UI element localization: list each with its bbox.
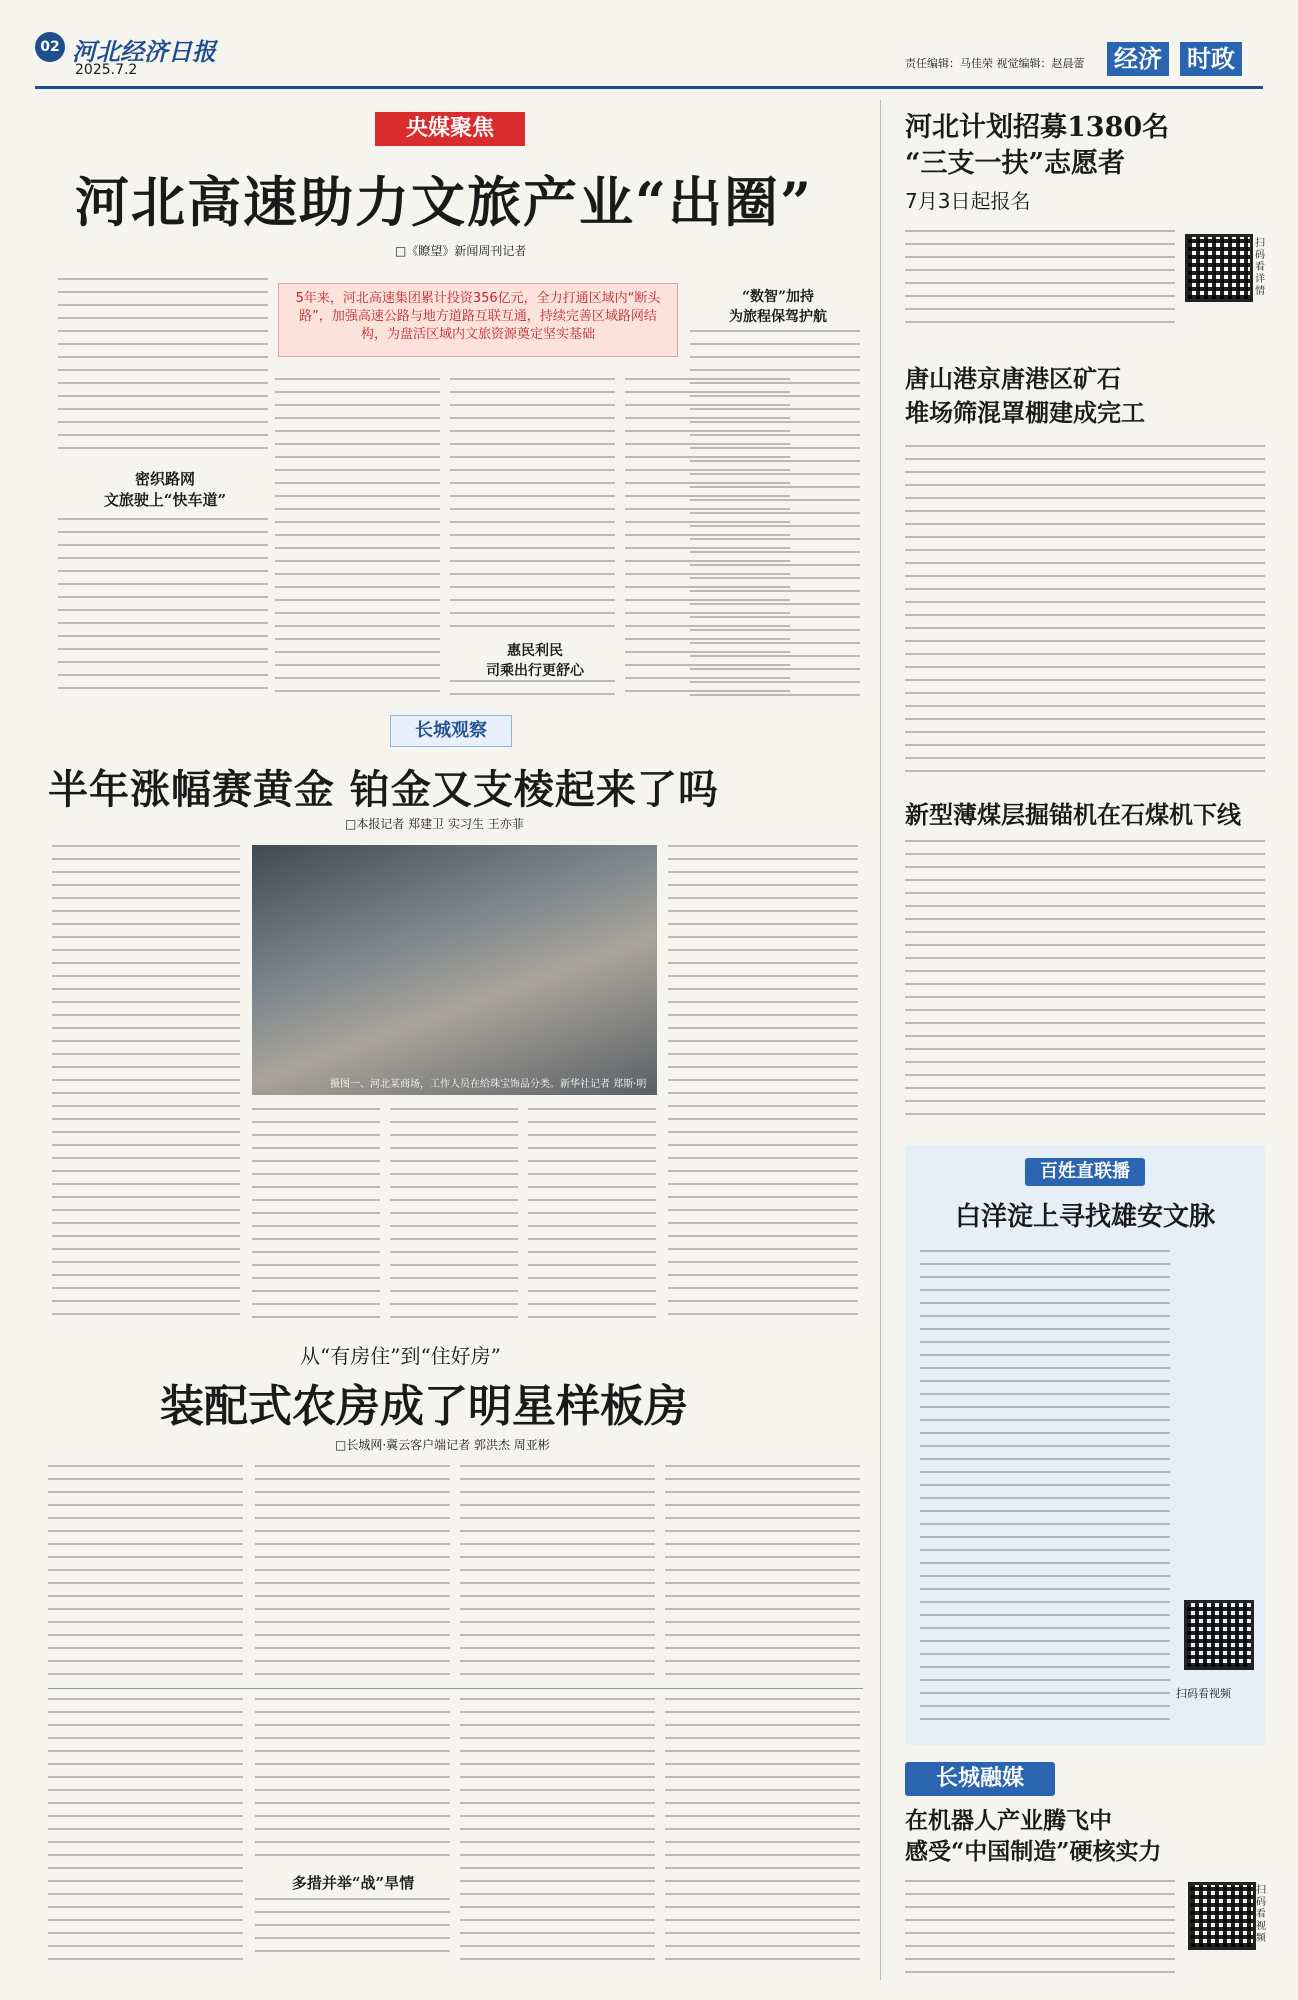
section-tag-politics: 时政: [1180, 42, 1242, 76]
right-story-4-headline: 白洋淀上寻找雄安文脉: [954, 1202, 1215, 1232]
lead-headline: 河北高速助力文旅产业“出圈”: [75, 170, 814, 234]
lead-body-col-1b: [58, 518, 268, 696]
issue-date: 2025.7.2: [75, 62, 138, 78]
lead-body-col-2: [275, 378, 440, 696]
right-story-1-qr[interactable]: [1185, 234, 1253, 302]
right-story-2-headline: 唐山港京唐港区矿石 堆场筛混罩棚建成完工: [905, 364, 1145, 427]
right-column-divider: [880, 100, 881, 1980]
lead-body-col-5: [690, 330, 860, 696]
masthead: [0, 0, 1298, 95]
prefab-body-col-2: [255, 1465, 450, 1680]
bottom-body-col-1: [48, 1698, 243, 1963]
paper-name: 河北经济日报: [72, 37, 216, 66]
right-story-3-body: [905, 840, 1265, 1120]
lead-tag: 央媒聚焦: [375, 112, 525, 146]
prefab-byline: □长城网·冀云客户端记者 郭洪杰 周亚彬: [335, 1438, 550, 1452]
right-story-1-qr-label: 扫码看详情: [1255, 238, 1265, 297]
lead-byline: □《瞭望》新闻周刊记者: [395, 244, 527, 258]
section-tag-economy: 经济: [1107, 42, 1169, 76]
bottom-body-col-2: [255, 1698, 450, 1863]
lead-subhead-2: 惠民利民 司乘出行更舒心: [486, 643, 584, 679]
right-story-1-headline: 河北计划招募1380名 “三支一扶”志愿者: [905, 112, 1170, 179]
right-story-5-qr-label: 扫码看视频: [1256, 1885, 1266, 1944]
right-story-5-headline: 在机器人产业腾飞中 感受“中国制造”硬核实力: [905, 1807, 1162, 1865]
lead-subhead-3: “数智”加持 为旅程保驾护航: [729, 289, 827, 325]
bottom-rule: [48, 1688, 863, 1689]
right-story-4-body: [920, 1250, 1170, 1730]
prefab-body-col-4: [665, 1465, 860, 1680]
right-story-4-qr-label: 扫码看视频: [1176, 1687, 1231, 1700]
lead-subhead-1: 密织路网 文旅驶上“快车道”: [103, 470, 227, 509]
prefab-kicker: 从“有房住”到“住好房”: [300, 1344, 501, 1368]
masthead-rule: [35, 86, 1263, 89]
metal-body-col-3: [390, 1108, 518, 1323]
metal-headline: 半年涨幅赛黄金 铂金又支棱起来了吗: [48, 766, 719, 813]
lead-body-col-3: [450, 378, 615, 636]
bottom-body-col-2b: [255, 1898, 450, 1963]
lead-callout: 5年来，河北高速集团累计投资356亿元，全力打通区域内“断头路”，加强高速公路与地方道路互联互通，持续完善区域路网结构，为盘活区域内文旅资源奠定坚实基础: [278, 283, 678, 357]
lead-body-col-3b: [450, 680, 615, 696]
right-story-1-sub: 7月3日起报名: [905, 189, 1031, 213]
right-story-5-tag: 长城融媒: [905, 1762, 1055, 1796]
right-story-4-qr[interactable]: [1184, 1600, 1254, 1670]
metal-byline: □本报记者 郑建卫 实习生 王亦菲: [345, 817, 524, 831]
metal-body-col-5: [668, 845, 858, 1323]
bottom-body-col-3: [460, 1698, 655, 1963]
metal-tag: 长城观察: [390, 715, 512, 747]
right-story-5-body: [905, 1880, 1175, 1980]
bottom-subhead: 多措并举“战”旱情: [291, 1874, 415, 1892]
bottom-body-col-4: [665, 1698, 860, 1963]
editors-line: 责任编辑：马佳荣 视觉编辑：赵晨蕾: [905, 57, 1085, 70]
metal-photo-caption: 摄图一、河北某商场，工作人员在给珠宝饰品分类。新华社记者 郑斯·明: [330, 1079, 647, 1090]
right-story-3-headline: 新型薄煤层掘锚机在石煤机下线: [905, 800, 1241, 829]
prefab-body-col-3: [460, 1465, 655, 1680]
metal-body-col-4: [528, 1108, 656, 1323]
right-story-5-qr[interactable]: [1188, 1882, 1256, 1950]
prefab-body-col-1: [48, 1465, 243, 1680]
lead-body-col-1: [58, 278, 268, 458]
page-number-badge: 02: [35, 32, 65, 62]
metal-body-col-2: [252, 1108, 380, 1323]
metal-body-col-1: [52, 845, 240, 1323]
prefab-headline: 装配式农房成了明星样板房: [160, 1381, 688, 1432]
right-story-2-body: [905, 445, 1265, 775]
right-story-4-tag: 百姓直联播: [1025, 1158, 1145, 1186]
right-story-1-body: [905, 230, 1175, 330]
metal-photo: [252, 845, 657, 1095]
